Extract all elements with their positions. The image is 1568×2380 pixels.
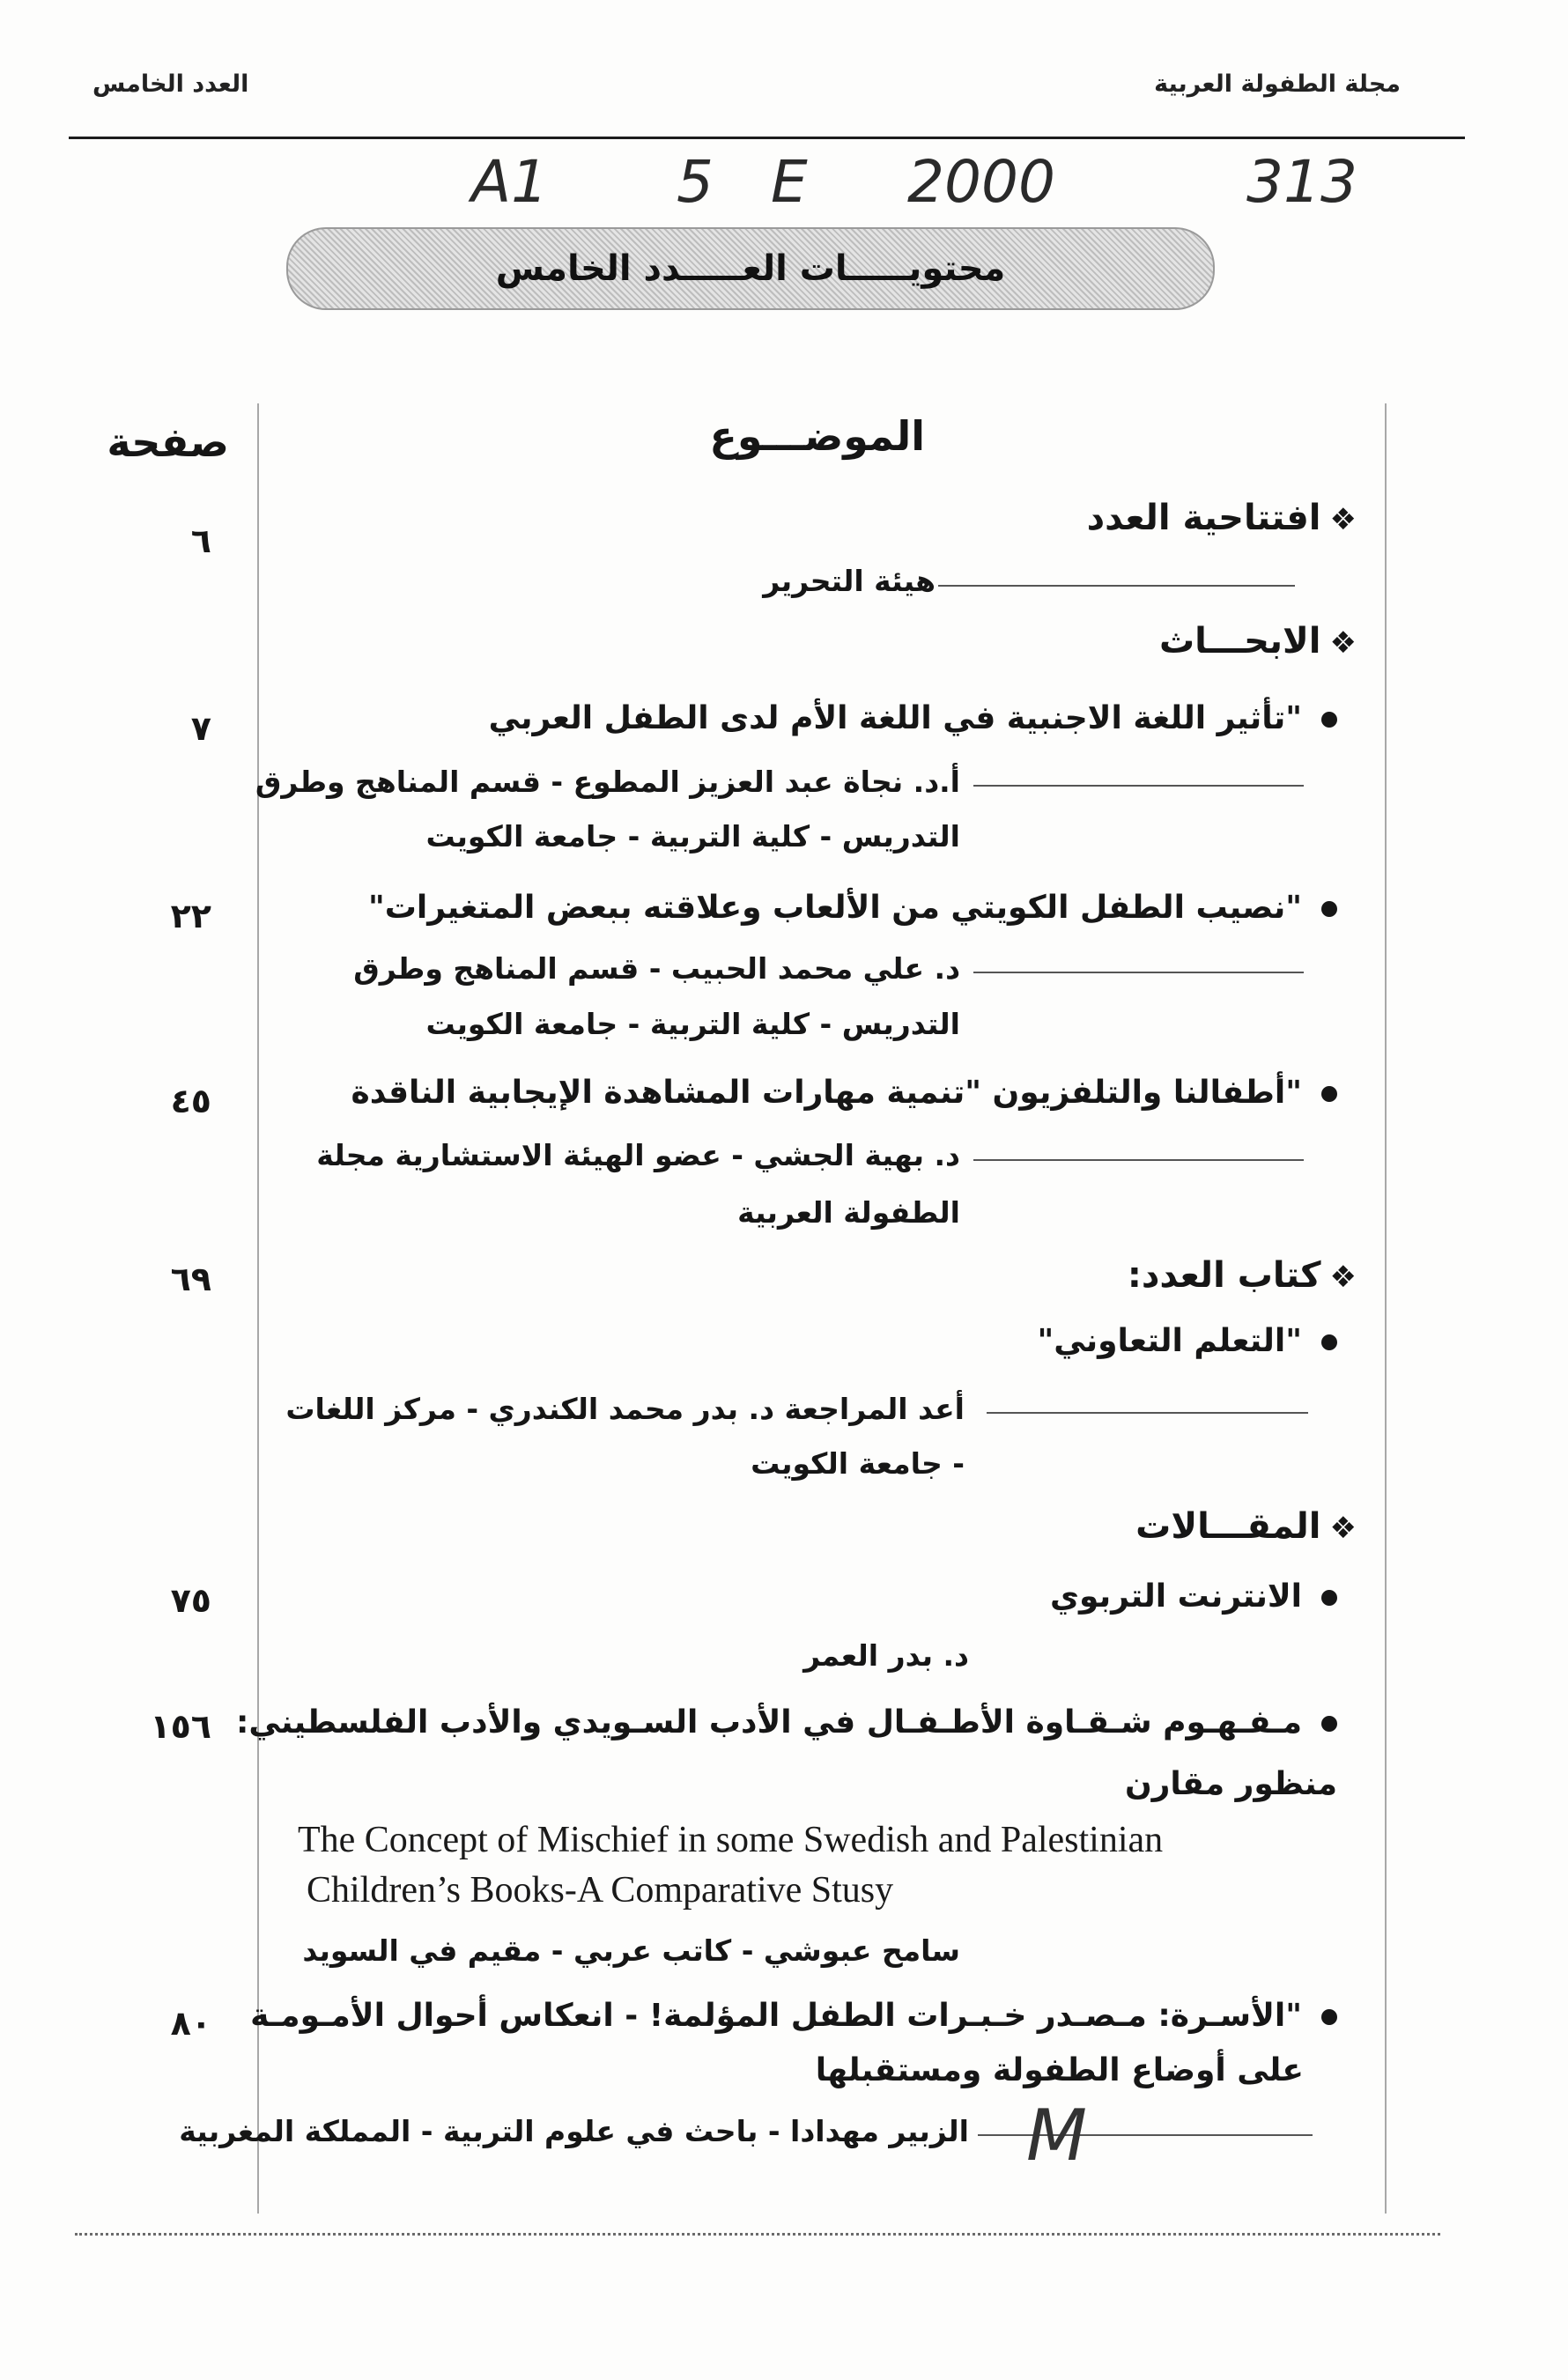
handwritten-code-5: 5	[677, 148, 714, 216]
banner-title: محتويـــــات العـــــدد الخامس	[495, 248, 1006, 289]
author-line: أعد المراجعة د. بدر محمد الكندري - مركز اللغات	[285, 1392, 965, 1426]
author-line: سامح عبوشي - كاتب عربي - مقيم في السويد	[302, 1933, 960, 1968]
handwritten-code-e: E	[771, 148, 808, 216]
toc-item	[250, 1998, 1337, 2034]
page-number: ٧٥	[170, 1581, 211, 1620]
handwritten-code-year: 2000	[907, 148, 1055, 216]
toc-item	[1050, 1578, 1337, 1615]
section-star-icon: ❖	[1329, 502, 1357, 537]
header-rule	[69, 137, 1465, 139]
handwritten-code-a1: A1	[471, 148, 549, 216]
toc-item	[489, 700, 1337, 736]
bullet-icon	[1321, 2009, 1337, 2025]
english-title-line: The Concept of Mischief in some Swedish and Palestinian	[298, 1820, 1164, 1860]
author-line: - جامعة الكويت	[751, 1446, 965, 1481]
page-number: ٦	[190, 521, 211, 560]
page-number: ١٥٦	[150, 1707, 211, 1746]
bullet-icon	[1321, 712, 1337, 728]
author-line: الطفولة العربية	[737, 1195, 960, 1230]
item-title-continued: على أوضاع الطفولة ومستقبلها	[815, 2052, 1304, 2088]
item-title: "الأسـرة: مـصـدر خـبـرات الطفل المؤلمة! - انعكاس أحوال الأمـومـة	[250, 1998, 1302, 2034]
section-title: الابحـــاث	[1158, 621, 1321, 662]
contents-banner	[286, 227, 1215, 310]
section-title: المقـــالات	[1135, 1506, 1321, 1547]
page-number: ٢٢	[170, 897, 211, 935]
author-dash	[973, 972, 1304, 973]
page-number: ٦٩	[170, 1260, 211, 1298]
toc-item	[368, 890, 1337, 926]
author-dash	[987, 1412, 1308, 1414]
bullet-icon	[1321, 901, 1337, 917]
toc-item	[1037, 1323, 1337, 1359]
author-dash	[938, 585, 1295, 587]
section-star-icon: ❖	[1329, 1511, 1357, 1546]
footer-rule	[75, 2233, 1440, 2236]
item-title-continued: منظور مقارن	[1124, 1766, 1337, 1802]
item-title: "نصيب الطفل الكويتي من الألعاب وعلاقته ببعض المتغيرات"	[367, 890, 1302, 926]
bullet-icon	[1321, 1086, 1337, 1102]
author-line: التدريس - كلية التربية - جامعة الكويت	[425, 1007, 960, 1041]
section-title: افتتاحية العدد	[1086, 498, 1321, 538]
section-star-icon: ❖	[1329, 625, 1357, 661]
item-title: "التعلم التعاوني"	[1037, 1323, 1302, 1359]
section-articles	[1135, 1506, 1357, 1547]
bullet-icon	[1321, 1334, 1337, 1350]
bullet-icon	[1321, 1590, 1337, 1606]
author-line: أ.د. نجاة عبد العزيز المطوع - قسم المناهج وطرق	[255, 765, 960, 799]
issue-label: العدد الخامس	[92, 70, 249, 98]
item-title: مـفـهـوم شـقـاوة الأطـفـال في الأدب السـويدي والأدب الفلسطيني:	[236, 1704, 1302, 1741]
toc-item	[351, 1075, 1337, 1111]
journal-name: مجلة الطفولة العربية	[1154, 70, 1401, 98]
editorial-author: هيئة التحرير	[763, 564, 936, 598]
english-title-line: Children’s Books-A Comparative Stusy	[307, 1870, 894, 1911]
author-dash	[973, 785, 1304, 787]
bullet-icon	[1321, 1716, 1337, 1732]
page-column-header: صفحة	[107, 418, 229, 466]
section-research	[1159, 621, 1357, 662]
item-title: "أطفالنا والتلفزيون "تنمية مهارات المشاهدة الإيجابية الناقدة	[351, 1075, 1302, 1111]
handwritten-mark: M	[1026, 2095, 1088, 2177]
toc-item	[236, 1704, 1337, 1741]
item-title: "تأثير اللغة الاجنبية في اللغة الأم لدى الطفل العربي	[488, 700, 1302, 736]
page-number: ٤٥	[170, 1082, 211, 1120]
section-editorial	[1087, 498, 1357, 538]
page-number: ٧	[190, 709, 211, 748]
topic-column-header: الموضـــوع	[709, 412, 925, 460]
page-number: ٨٠	[170, 2004, 211, 2043]
section-star-icon: ❖	[1329, 1260, 1357, 1295]
item-title: الانترنت التربوي	[1050, 1578, 1302, 1615]
section-title: كتاب العدد:	[1127, 1255, 1321, 1296]
author-line: التدريس - كلية التربية - جامعة الكويت	[425, 819, 960, 854]
author-line: د. علي محمد الحبيب - قسم المناهج وطرق	[353, 951, 960, 986]
author-line: د. بهية الجشي - عضو الهيئة الاستشارية مجلة	[316, 1138, 960, 1172]
author-dash	[973, 1159, 1304, 1161]
handwritten-code-number: 313	[1246, 148, 1357, 216]
author-line: د. بدر العمر	[803, 1638, 969, 1673]
author-line: الزبير مهدادا - باحث في علوم التربية - المملكة المغربية	[179, 2114, 969, 2148]
section-book	[1128, 1255, 1357, 1296]
